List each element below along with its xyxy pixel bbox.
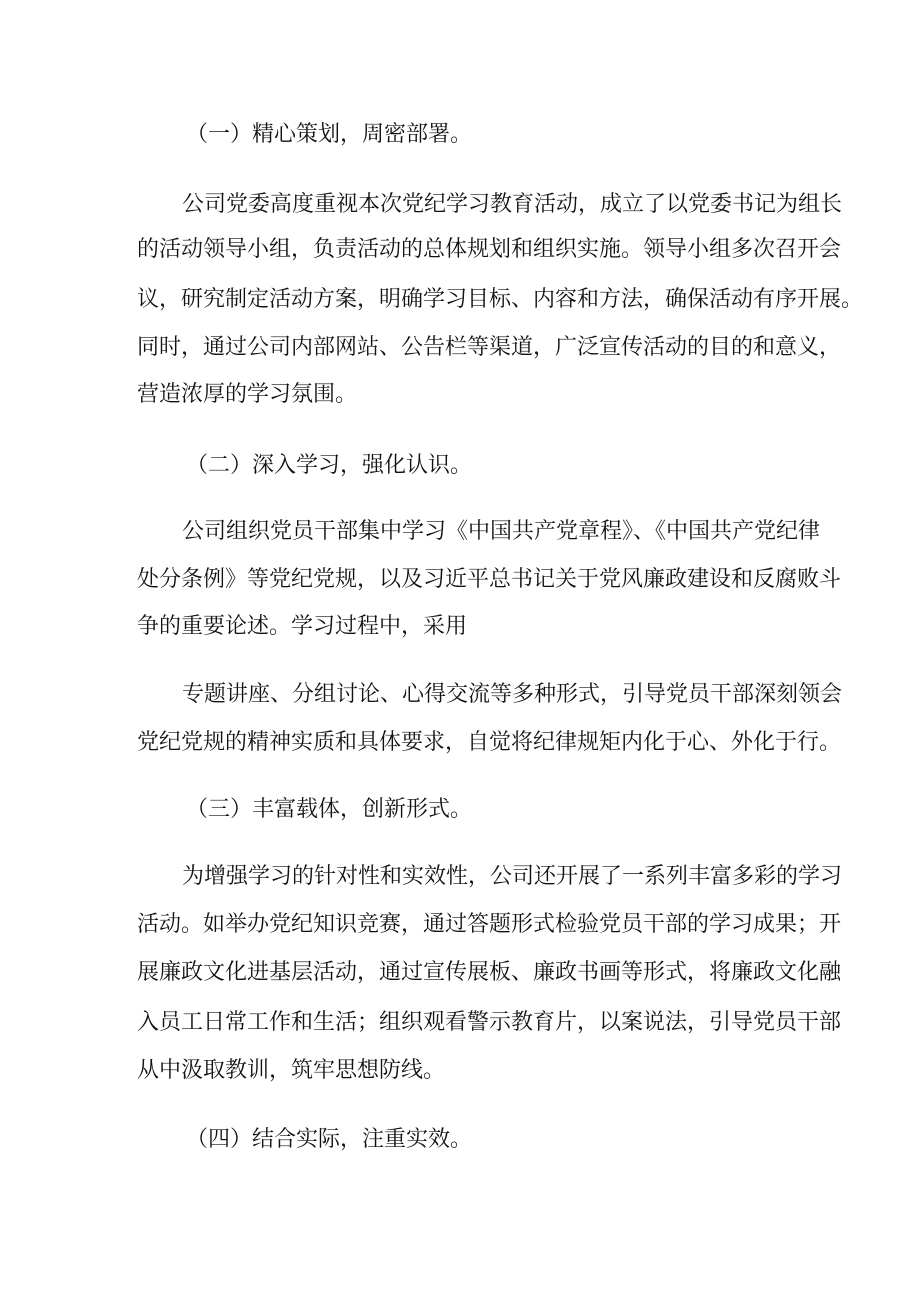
line-text: 公司党委高度重视本次党纪学习教育活动，成立了以党委书记为组长: [182, 192, 843, 217]
line-text: 入员工日常工作和生活；组织观看警示教育片，以案说法，引导党员干部: [137, 1010, 842, 1035]
paragraph-line: [0, 333, 920, 363]
paragraph-line: [0, 728, 920, 758]
line-text: 展廉政文化进基层活动，通过宣传展板、廉政书画等形式，将廉政文化融: [137, 960, 842, 985]
paragraph-line: [0, 910, 920, 940]
line-text: 处分条例》等党纪党规，以及习近平总书记关于党风廉政建设和反腐败斗: [137, 567, 842, 592]
section-heading-3: [0, 795, 920, 825]
paragraph-line: [0, 1008, 920, 1038]
line-text: 公司组织党员干部集中学习《中国共产党章程》、《中国共产党纪律: [182, 519, 821, 544]
paragraph-line: [0, 190, 920, 220]
heading-text: （二）深入学习，强化认识。: [186, 453, 473, 478]
line-text: 的活动领导小组，负责活动的总体规划和组织实施。领导小组多次召开会: [137, 237, 842, 262]
line-text: 为增强学习的针对性和实效性，公司还开展了一系列丰富多彩的学习: [182, 864, 843, 889]
line-text: 议，研究制定活动方案，明确学习目标、内容和方法，确保活动有序开展。: [137, 287, 864, 312]
heading-text: （四）结合实际，注重实效。: [186, 1127, 473, 1152]
paragraph-line: [0, 565, 920, 595]
paragraph-line: [0, 680, 920, 710]
line-text: 同时，通过公司内部网站、公告栏等渠道，广泛宣传活动的目的和意义，: [137, 335, 842, 360]
section-heading-2: [0, 451, 920, 481]
line-text: 营造浓厚的学习氛围。: [137, 382, 358, 407]
line-text: 争的重要论述。学习过程中，采用: [137, 614, 468, 639]
paragraph-line: [0, 862, 920, 892]
paragraph-line: [0, 958, 920, 988]
paragraph-line: [0, 380, 920, 410]
section-heading-4: [0, 1125, 920, 1155]
heading-text: （一）精心策划，周密部署。: [186, 122, 473, 147]
line-text: 活动。如举办党纪知识竞赛，通过答题形式检验党员干部的学习成果；开: [137, 912, 842, 937]
line-text: 专题讲座、分组讨论、心得交流等多种形式，引导党员干部深刻领会: [182, 682, 843, 707]
line-text: 党纪党规的精神实质和具体要求，自觉将纪律规矩内化于心、外化于行。: [137, 730, 842, 755]
paragraph-line: [0, 235, 920, 265]
paragraph-line: [0, 612, 920, 642]
paragraph-line: [0, 285, 920, 315]
paragraph-line: [0, 1056, 920, 1086]
line-text: 从中汲取教训，筑牢思想防线。: [137, 1058, 446, 1083]
paragraph-line: [0, 517, 920, 547]
section-heading-1: [0, 120, 920, 150]
heading-text: （三）丰富载体，创新形式。: [186, 797, 473, 822]
